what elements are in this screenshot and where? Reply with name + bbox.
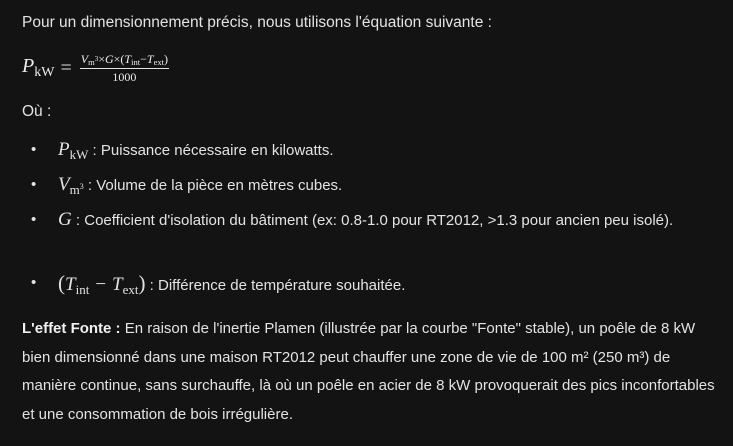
num-t1-sub: int [131, 56, 141, 67]
list-item [22, 207, 722, 234]
fonte-paragraph [22, 315, 722, 429]
list-item [22, 137, 722, 168]
dt-minus: − [95, 274, 107, 295]
ou-label: Où : [22, 103, 52, 120]
def-symbol-delta-t [58, 271, 146, 297]
lhs-symbol: P [22, 55, 35, 77]
list-item [22, 172, 722, 203]
def-text: : Volume de la pièce en mètres cubes. [83, 177, 343, 194]
bullet-icon: • [31, 141, 37, 158]
fonte-bold-label: L'effet Fonte : [22, 320, 121, 337]
list-item [22, 270, 722, 303]
dt-t2-sub: ext [122, 282, 139, 297]
num-minus: − [140, 51, 147, 66]
fraction-denominator: 1000 [112, 69, 137, 84]
def-symbol-vm3 [58, 174, 84, 195]
formula-lhs [22, 55, 54, 81]
def-symbol-pkw [58, 139, 88, 160]
dt-t2: T [112, 274, 123, 295]
dt-t1: T [65, 274, 76, 295]
formula-fraction [80, 52, 169, 85]
num-g: G [104, 51, 114, 66]
dt-open-paren: ( [58, 271, 65, 295]
bullet-icon: • [31, 211, 37, 228]
fonte-text: En raison de l'inertie Plamen (illustrée par la courbe "Fonte" stable), un poêle de 8 kW bien dimensionné dans une maison RT2012 peut chauffer une zone de vie de 100 m² (250 m³) de manière continue, sans surchauffe, là où un poêle en acier de 8 kW provoquerait des pics inconfortables et une consommation de bois irrégulière. [22, 320, 715, 423]
fraction-numerator [80, 52, 169, 69]
def-text: : Différence de température souhaitée. [145, 277, 406, 294]
equals-sign: = [60, 56, 72, 79]
num-times-1: × [98, 51, 105, 66]
num-times-2: × [113, 51, 121, 66]
num-v: V [80, 51, 89, 66]
pkw-symbol: P [58, 139, 70, 160]
num-t2: T [146, 51, 154, 66]
num-v-sub-text: m [88, 56, 95, 67]
bullet-icon: • [31, 176, 37, 193]
intro-text: Pour un dimensionnement précis, nous utilisons l'équation suivante : [22, 14, 492, 31]
dt-t1-sub: int [75, 282, 90, 297]
def-symbol-g: G [58, 209, 72, 230]
power-formula [22, 48, 169, 88]
vm3-sub-text: m [69, 182, 80, 197]
def-text: : Puissance nécessaire en kilowatts. [88, 142, 334, 159]
num-t1: T [124, 51, 132, 66]
num-v-sub [88, 54, 99, 67]
num-t2-sub: ext [153, 56, 164, 67]
bullet-icon: • [31, 274, 37, 291]
num-v-sup: 3 [94, 54, 99, 63]
lhs-sub: kW [34, 65, 55, 80]
vm3-sup: 3 [79, 182, 84, 191]
num-close-paren: ) [163, 51, 168, 66]
pkw-sub: kW [69, 147, 89, 162]
def-text: : Coefficient d'isolation du bâtiment (ex: 0.8-1.0 pour RT2012, >1.3 pour ancien peu isolé). [71, 212, 674, 229]
dt-close-paren: ) [138, 271, 146, 295]
vm3-sub [70, 182, 84, 197]
num-open-paren: ( [120, 51, 125, 66]
vm3-symbol: V [58, 174, 70, 195]
